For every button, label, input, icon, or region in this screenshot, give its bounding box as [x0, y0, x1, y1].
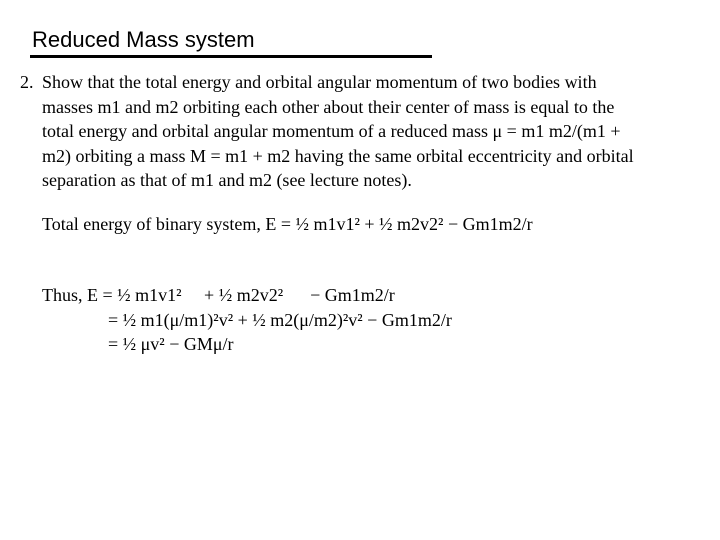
title-underline	[30, 55, 432, 58]
derivation-line-2: = ½ m1(μ/m1)²v² + ½ m2(μ/m2)²v² − Gm1m2/r	[108, 310, 452, 330]
derivation-line-3: = ½ μv² − GMμ/r	[108, 334, 234, 354]
derivation-line-1: Thus, E = ½ m1v1² + ½ m2v2² − Gm1m2/r	[42, 285, 395, 305]
slide-title: Reduced Mass system	[32, 27, 255, 52]
total-energy-equation: Total energy of binary system, E = ½ m1v1² + ½ m2v2² − Gm1m2/r	[42, 214, 533, 234]
problem-line-2: masses m1 and m2 orbiting each other about their center of mass is equal to the	[42, 96, 615, 117]
problem-number: 2.	[20, 72, 34, 92]
problem-line-3: total energy and orbital angular momentum of a reduced mass μ = m1 m2/(m1 +	[42, 121, 621, 141]
problem-line-5: separation as that of m1 and m2 (see lecture notes).	[42, 170, 412, 190]
problem-line-1: Show that the total energy and orbital angular momentum of two bodies with	[42, 72, 597, 92]
problem-line-4: m2) orbiting a mass M = m1 + m2 having the same orbital eccentricity and orbital	[42, 145, 634, 166]
